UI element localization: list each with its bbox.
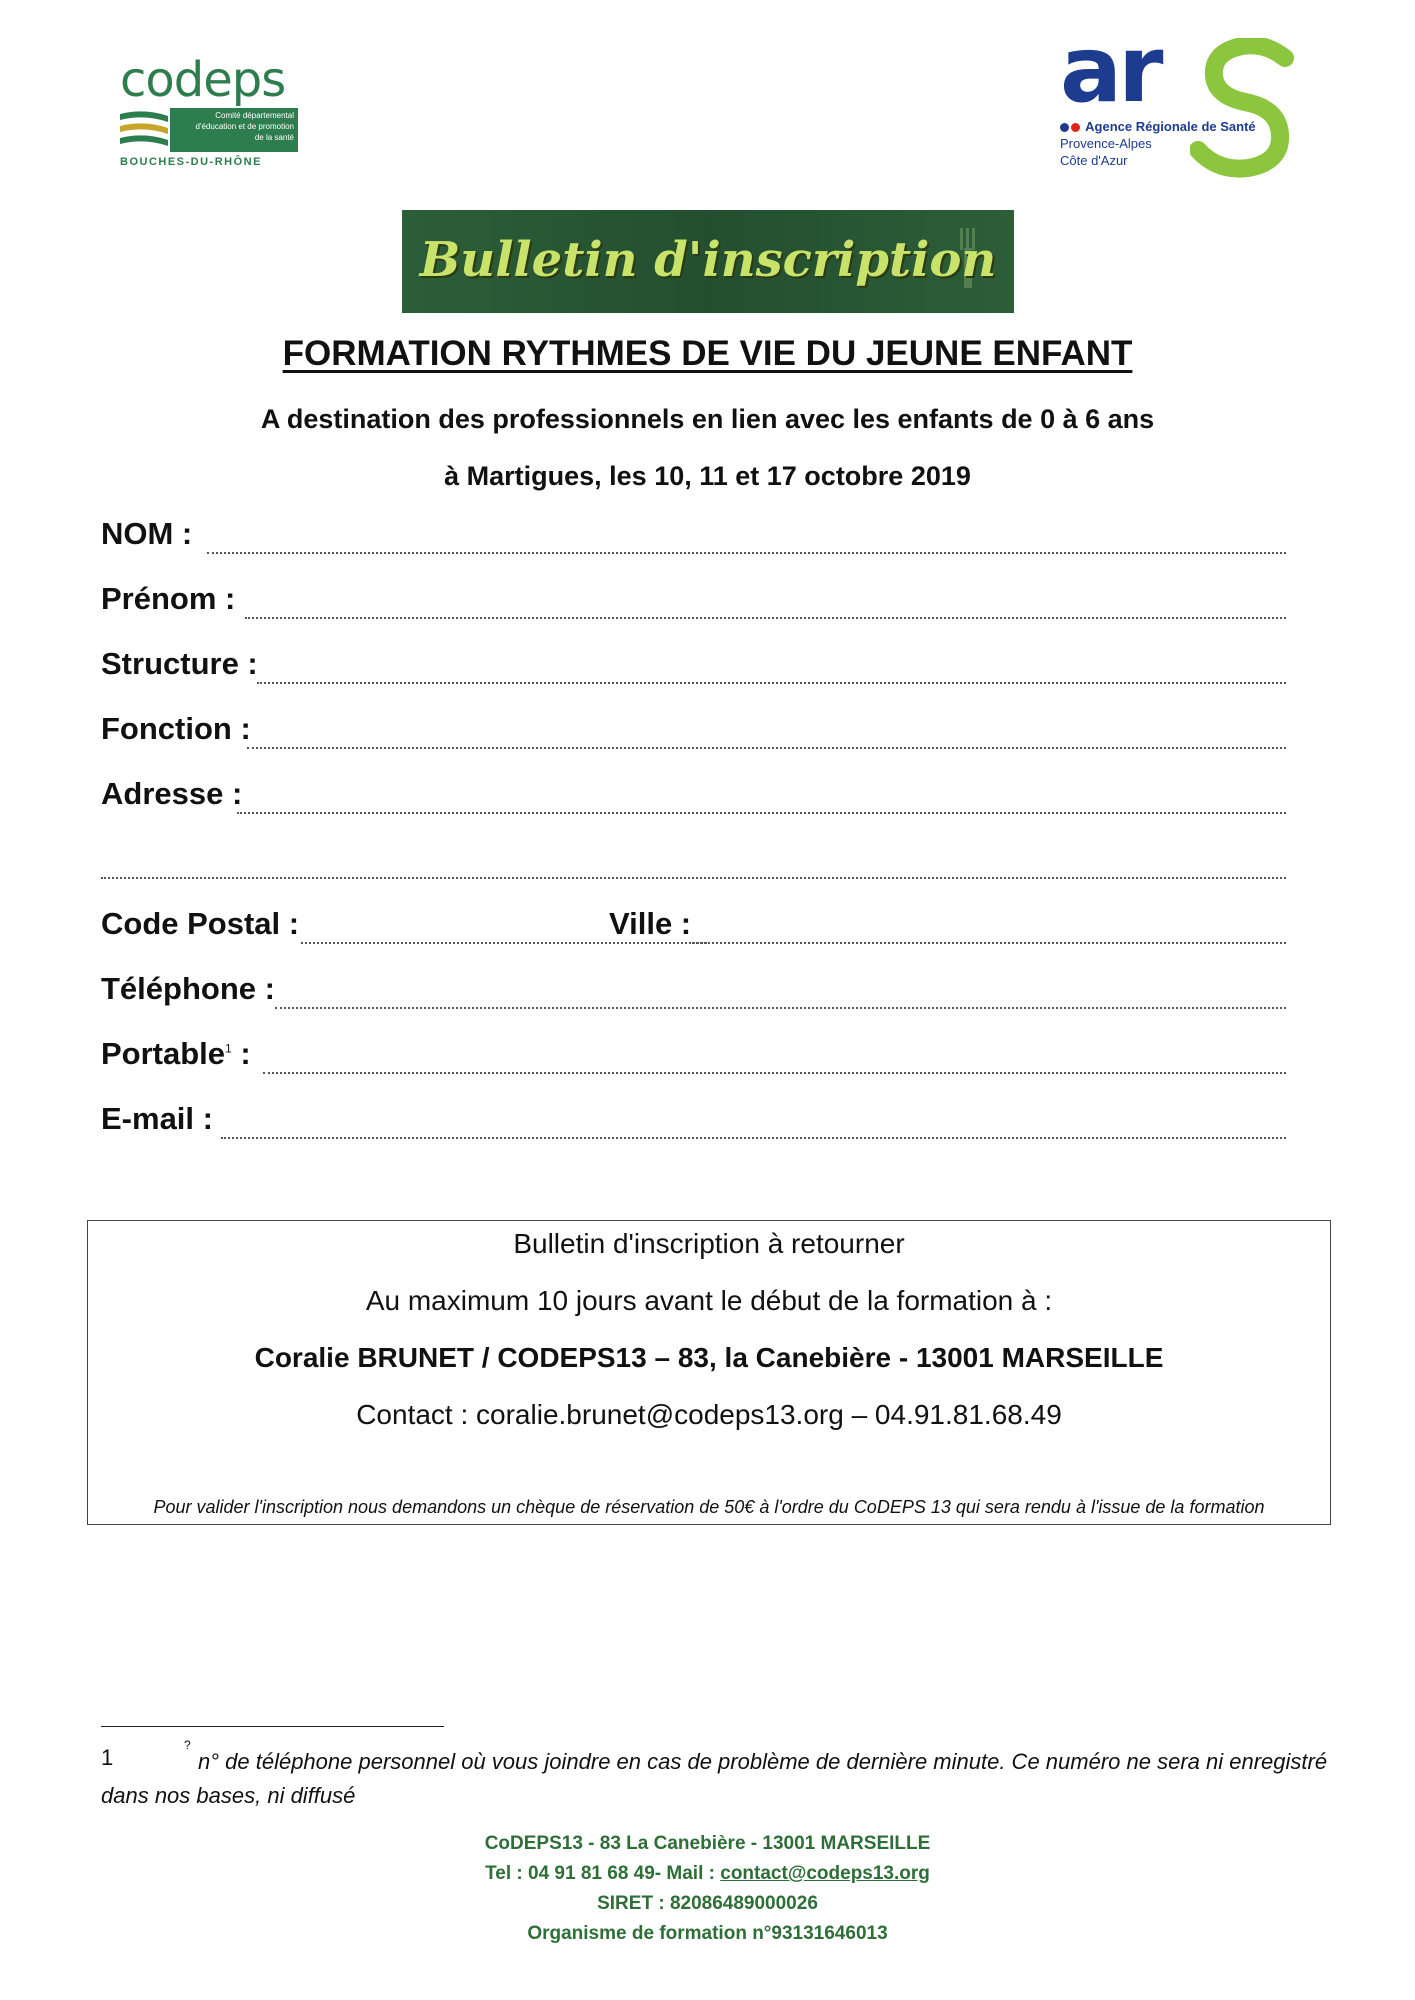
- structure-label: Structure :: [101, 646, 258, 681]
- telephone-field[interactable]: [101, 969, 1286, 1009]
- fonction-dotted-line[interactable]: [247, 747, 1286, 749]
- page-title: FORMATION RYTHMES DE VIE DU JEUNE ENFANT: [282, 334, 1133, 373]
- email-label: E-mail :: [101, 1101, 213, 1136]
- ars-logo: [1060, 16, 1300, 178]
- adresse-line2-dotted-line[interactable]: [101, 877, 1286, 879]
- portable-label-text: Portable: [101, 1036, 226, 1071]
- ville-label: Ville :: [609, 906, 692, 941]
- email-dotted-line[interactable]: [221, 1137, 1286, 1139]
- portable-field[interactable]: [101, 1034, 1286, 1074]
- footnote-rule: [101, 1726, 444, 1727]
- telephone-label: Téléphone :: [101, 971, 275, 1006]
- footnote-text: n° de téléphone personnel où vous joindre en cas de problème de dernière minute. Ce numéro ne sera ni enregistré dans nos bases, ni diffusé: [101, 1749, 1328, 1808]
- return-address: Coralie BRUNET / CODEPS13 – 83, la Canebière - 13001 MARSEILLE: [254, 1342, 1164, 1373]
- footer-contact: [0, 1859, 1415, 1889]
- ars-region-line2: Côte d'Azur: [1060, 153, 1128, 168]
- email-field[interactable]: [101, 1099, 1286, 1139]
- codeps-logo-word: codeps: [120, 52, 286, 108]
- codeps-tagline-line1: Comité départemental: [215, 111, 294, 120]
- banner-title: Bulletin d'inscription: [419, 232, 997, 288]
- portable-label-colon: :: [231, 1036, 251, 1071]
- return-instruction: Bulletin d'inscription à retourner: [513, 1228, 905, 1259]
- footnote-mark: ?: [184, 1738, 191, 1752]
- structure-dotted-line[interactable]: [257, 682, 1286, 684]
- page-footer: [0, 1829, 1415, 1949]
- deadline-instruction: Au maximum 10 jours avant le début de la formation à :: [365, 1285, 1053, 1316]
- nom-label: NOM :: [101, 516, 193, 551]
- codeps-logo: [120, 52, 300, 168]
- bulletin-banner: [402, 210, 1014, 313]
- portable-dotted-line[interactable]: [263, 1072, 1286, 1074]
- footer-mail-link[interactable]: contact@codeps13.org: [720, 1863, 930, 1884]
- code-postal-ville-field[interactable]: [101, 904, 1286, 944]
- code-postal-label: Code Postal :: [101, 906, 300, 941]
- prenom-label: Prénom :: [101, 581, 236, 616]
- location-dates: à Martigues, les 10, 11 et 17 octobre 2019: [444, 461, 971, 491]
- footnote-number: 1: [101, 1745, 114, 1770]
- ars-agency-name: Agence Régionale de Santé: [1085, 119, 1256, 134]
- adresse-continuation-field[interactable]: [101, 839, 1286, 879]
- ars-red-dot-icon: [1071, 123, 1080, 132]
- adresse-dotted-line[interactable]: [237, 812, 1286, 814]
- prenom-field[interactable]: [101, 579, 1286, 619]
- code-postal-dotted-line[interactable]: [301, 942, 707, 944]
- payment-note: Pour valider l'inscription nous demandons un chèque de réservation de 50€ à l'ordre du CoDEPS 13 qui sera rendu à l'issue de la formation: [153, 1497, 1265, 1517]
- footer-siret: SIRET : 82086489000026: [597, 1893, 818, 1914]
- adresse-field[interactable]: [101, 774, 1286, 814]
- ars-blue-dot-icon: [1060, 123, 1069, 132]
- footer-address: CoDEPS13 - 83 La Canebière - 13001 MARSEILLE: [484, 1833, 931, 1854]
- codeps-region: BOUCHES-DU-RHÔNE: [120, 156, 262, 168]
- codeps-tagline-line2: d'éducation et de promotion: [195, 122, 294, 131]
- nom-dotted-line[interactable]: [207, 552, 1286, 554]
- codeps-tagline: [170, 108, 298, 152]
- ville-dotted-line[interactable]: [692, 942, 1286, 944]
- prenom-dotted-line[interactable]: [245, 617, 1286, 619]
- portable-footnote-ref: 1: [225, 1041, 232, 1056]
- structure-field[interactable]: [101, 644, 1286, 684]
- return-info-box: [87, 1220, 1331, 1525]
- fonction-field[interactable]: [101, 709, 1286, 749]
- telephone-dotted-line[interactable]: [275, 1007, 1286, 1009]
- codeps-stripes-icon: [120, 108, 168, 152]
- ars-logo-word: ar: [1060, 16, 1160, 123]
- footer-organisme: Organisme de formation n°93131646013: [527, 1923, 888, 1944]
- portable-label: [101, 1036, 251, 1072]
- fonction-label: Fonction :: [101, 711, 251, 746]
- codeps-tagline-line3: de la santé: [254, 133, 294, 142]
- footer-tel: Tel : 04 91 81 68 49- Mail :: [485, 1863, 721, 1884]
- ars-region-line1: Provence-Alpes: [1060, 136, 1152, 151]
- ars-agency-text: [1060, 118, 1256, 169]
- contact-line: Contact : coralie.brunet@codeps13.org – 04.91.81.68.49: [356, 1399, 1062, 1430]
- adresse-label: Adresse :: [101, 776, 243, 811]
- nom-field[interactable]: [101, 514, 1286, 554]
- page-subtitle: A destination des professionnels en lien avec les enfants de 0 à 6 ans: [260, 404, 1155, 434]
